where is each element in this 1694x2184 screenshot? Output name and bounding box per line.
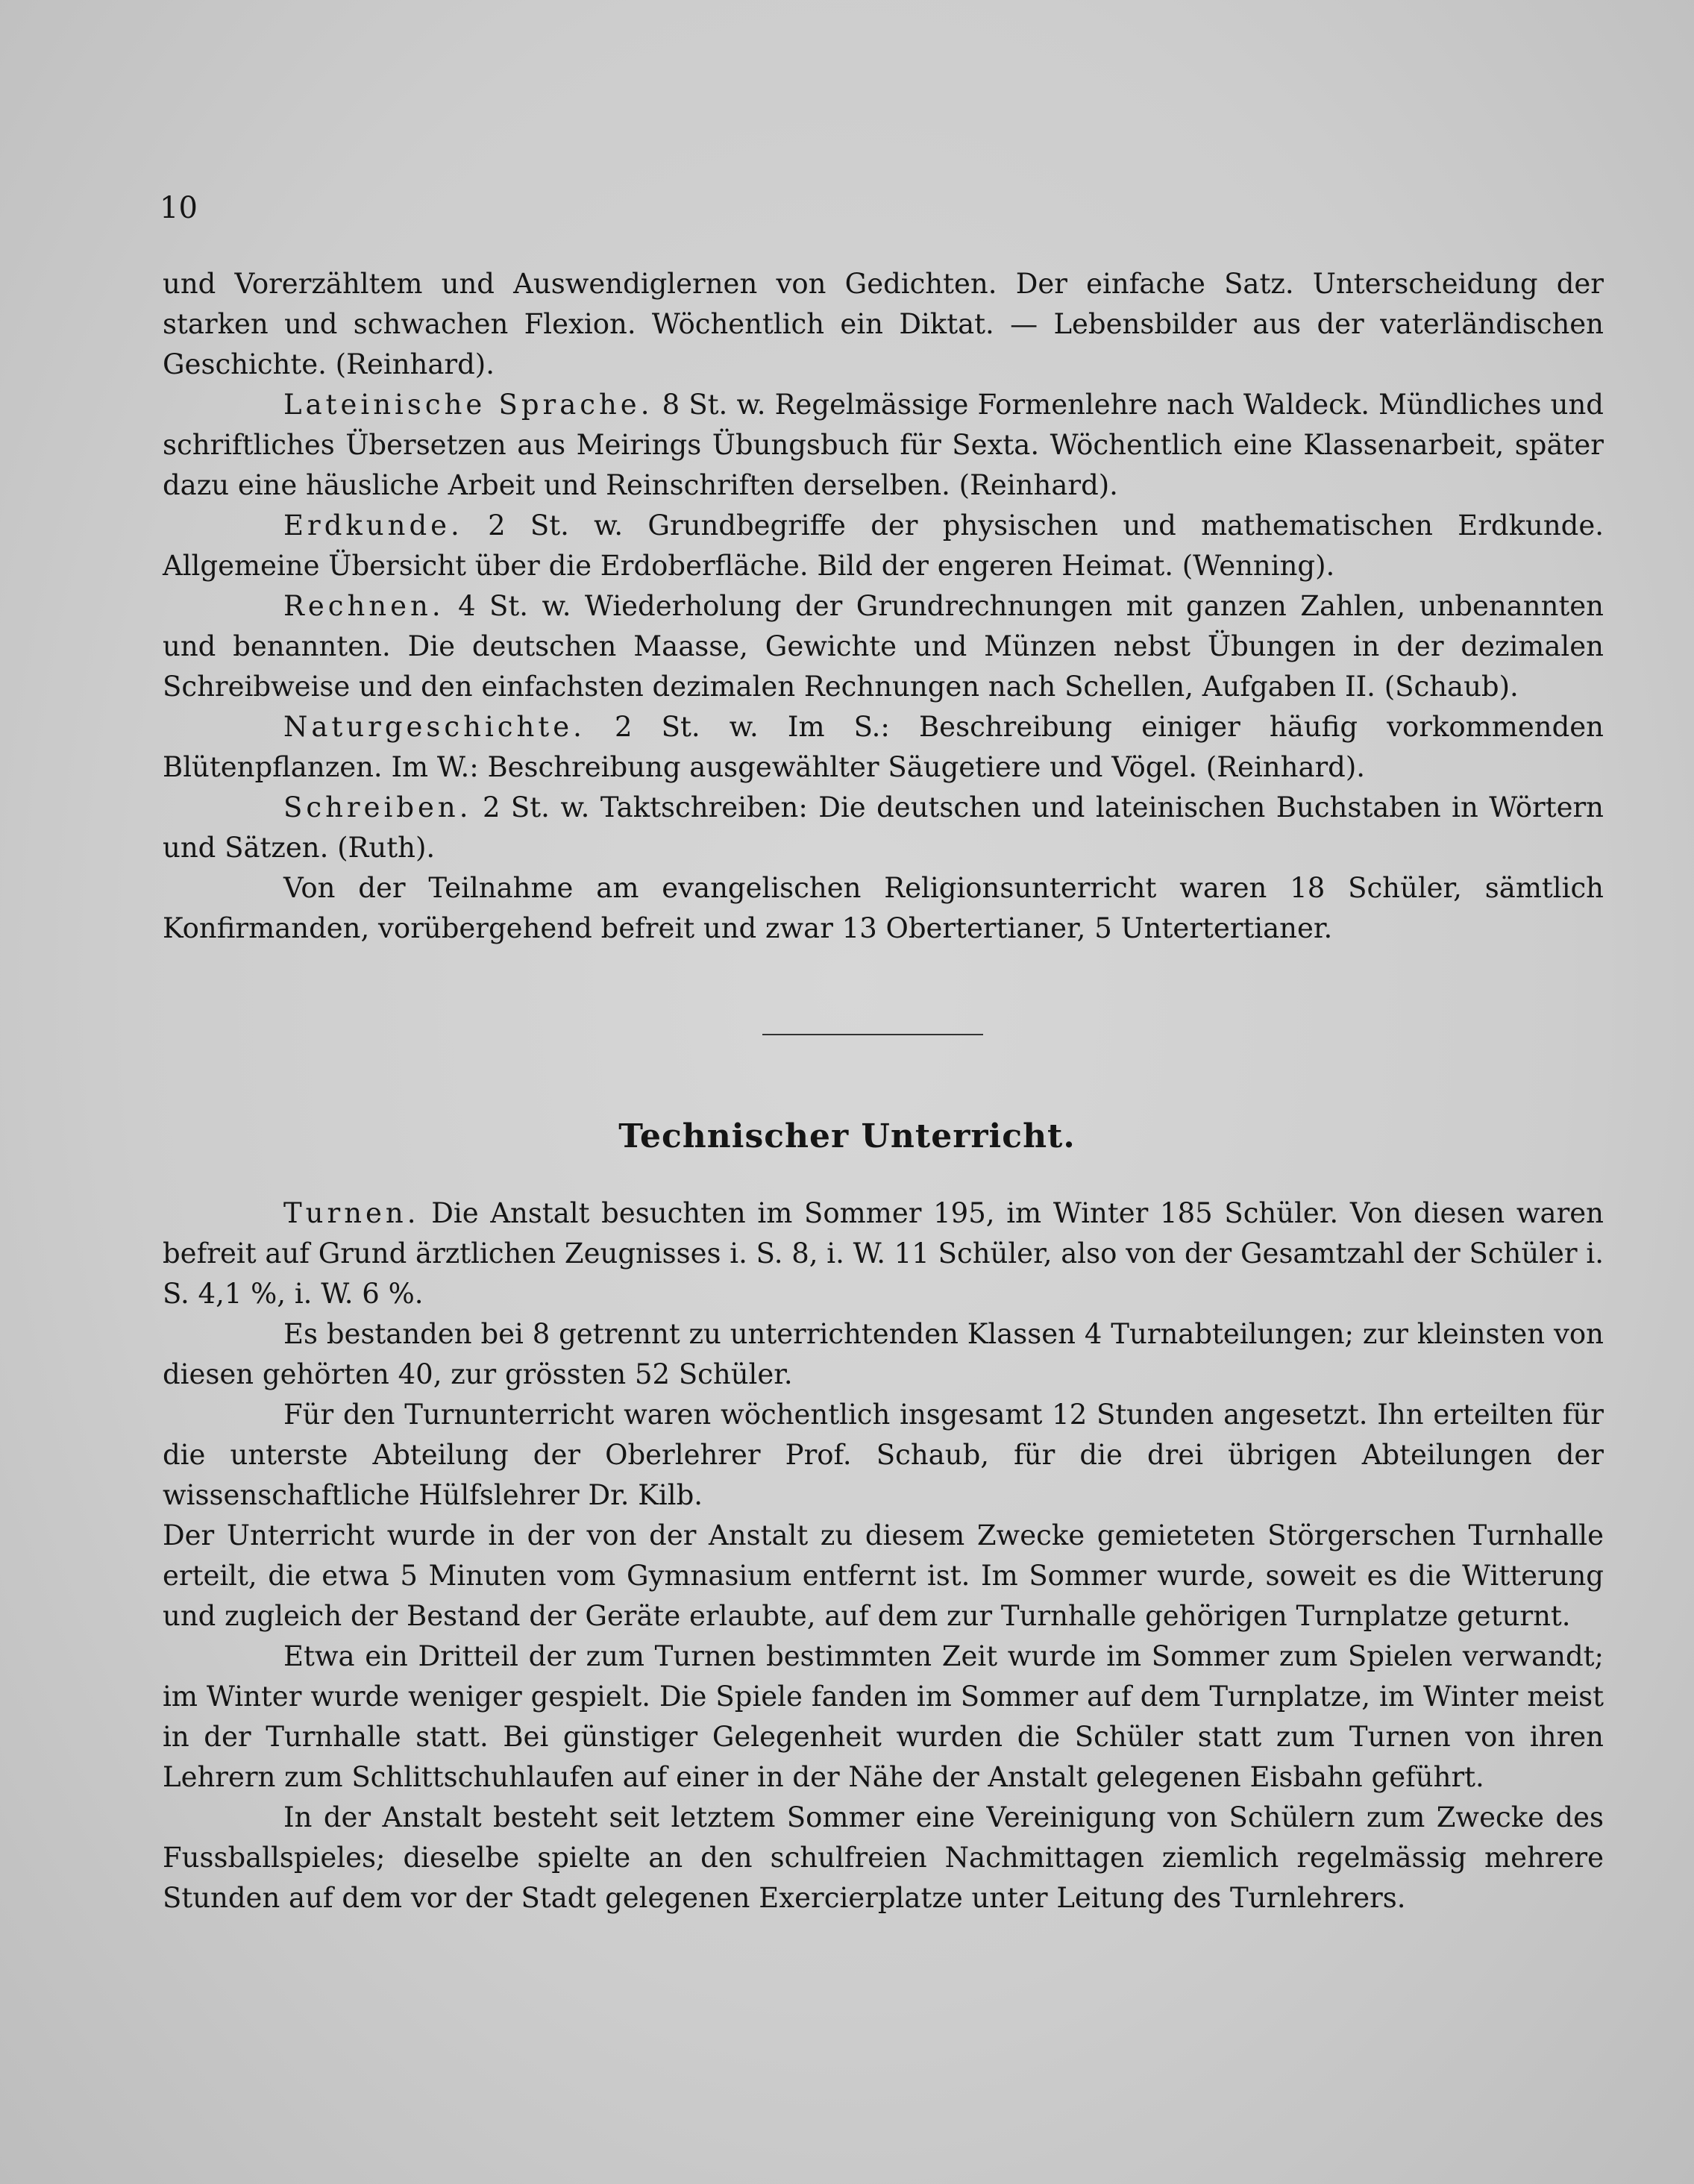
paragraph-lateinische-sprache bbox=[163, 385, 1604, 506]
section-divider bbox=[762, 1034, 983, 1035]
subject-label: Naturgeschichte. bbox=[283, 711, 586, 743]
paragraph-spiele bbox=[163, 1637, 1604, 1798]
paragraph-fussball bbox=[163, 1798, 1604, 1918]
paragraph-text: Der Unterricht wurde in der von der Anstalt zu diesem Zwecke gemieteten Störgerschen Turnhalle erteilt, die etwa 5 Minuten vom Gymnasium entfernt ist. Im Sommer wurde, soweit es die Witterung und zugleich der Bestand der Geräte erlaubte, auf dem zur Turnhalle gehörigen Turnplatze geturnt. bbox=[163, 1519, 1604, 1632]
paragraph-text: und Vorerzähltem und Auswendiglernen von Gedichten. Der einfache Satz. Unterscheidung der starken und schwachen Flexion. Wöchentlich ein Diktat. — Lebensbilder aus der vaterländischen Geschichte. (Reinhard). bbox=[163, 268, 1604, 380]
paragraph-text: Es bestanden bei 8 getrennt zu unterrichtenden Klassen 4 Turnabteilungen; zur kleinsten von diesen gehörten 40, zur grössten 52 Schüler. bbox=[163, 1318, 1604, 1390]
subject-label: Turnen. bbox=[283, 1197, 420, 1229]
subject-label: Schreiben. bbox=[283, 791, 472, 823]
paragraph-rechnen bbox=[163, 586, 1604, 707]
paragraph-text: 2 St. w. Im S.: Beschreibung einiger häufig vorkommenden Blütenpflanzen. Im W.: Beschreibung ausgewählter Säugetiere und Vögel. (Reinhard). bbox=[163, 711, 1604, 783]
upper-text-block bbox=[163, 264, 1604, 949]
paragraph-latin-intro bbox=[163, 264, 1604, 385]
paragraph-text: Die Anstalt besuchten im Sommer 195, im Winter 185 Schüler. Von diesen waren befreit auf Grund ärztlichen Zeugnisses i. S. 8, i. W. 11 Schüler, also von der Gesamtzahl der Schüler i. S. 4,1 %, i. W. 6 %. bbox=[163, 1197, 1604, 1310]
paragraph-text: Etwa ein Dritteil der zum Turnen bestimmten Zeit wurde im Sommer zum Spielen verwandt; im Winter wurde weniger gespielt. Die Spiele fanden im Sommer auf dem Turnplatze, im Winter meist in der Turnhalle statt. Bei günstiger Gelegenheit wurden die Schüler statt zum Turnen von ihren Lehrern zum Schlittschuhlaufen auf einer in der Nähe der Anstalt gelegenen Eisbahn geführt. bbox=[163, 1640, 1604, 1793]
paragraph-text: Von der Teilnahme am evangelischen Religionsunterricht waren 18 Schüler, sämtlich Konfirmanden, vorübergehend befreit und zwar 13 Obertertianer, 5 Untertertianer. bbox=[163, 872, 1604, 944]
subject-label: Erdkunde. bbox=[283, 509, 463, 542]
paragraph-text: Für den Turnunterricht waren wöchentlich insgesamt 12 Stunden angesetzt. Ihn erteilten für die unterste Abteilung der Oberlehrer Prof. Schaub, für die drei übrigen Abteilungen der wissenschaftliche Hülfslehrer Dr. Kilb. bbox=[163, 1399, 1604, 1511]
section-title: Technischer Unterricht. bbox=[618, 1117, 1076, 1155]
lower-text-block bbox=[163, 1193, 1604, 1918]
paragraph-text: 8 St. w. Regelmässige Formenlehre nach Waldeck. Mündliches und schriftliches Übersetzen aus Meirings Übungsbuch für Sexta. Wöchentlich eine Klassenarbeit, später dazu eine häusliche Arbeit und Reinschriften derselben. (Reinhard). bbox=[163, 389, 1604, 501]
paragraph-turnhalle bbox=[163, 1516, 1604, 1637]
subject-label: Rechnen. bbox=[283, 590, 445, 622]
paragraph-naturgeschichte bbox=[163, 707, 1604, 788]
paragraph-text: 4 St. w. Wiederholung der Grundrechnungen mit ganzen Zahlen, unbenannten und benannten. Die deutschen Maasse, Gewichte und Münzen nebst Übungen in der dezimalen Schreibweise und den einfachsten dezimalen Rechnungen nach Schellen, Aufgaben II. (Schaub). bbox=[163, 590, 1604, 703]
paragraph-text: 2 St. w. Grundbegriffe der physischen und mathematischen Erdkunde. Allgemeine Übersicht über die Erdoberfläche. Bild der engeren Heimat. (Wenning). bbox=[163, 509, 1604, 582]
paragraph-religion-exemption bbox=[163, 868, 1604, 949]
subject-label: Lateinische Sprache. bbox=[283, 389, 653, 421]
paragraph-schreiben bbox=[163, 788, 1604, 868]
paragraph-turnunterricht-stunden bbox=[163, 1395, 1604, 1516]
paragraph-text: 2 St. w. Taktschreiben: Die deutschen und lateinischen Buchstaben in Wörtern und Sätzen. (Ruth). bbox=[163, 791, 1604, 864]
paragraph-turnen bbox=[163, 1193, 1604, 1314]
paragraph-turnabteilungen bbox=[163, 1314, 1604, 1395]
page-number: 10 bbox=[160, 191, 198, 225]
paragraph-text: In der Anstalt besteht seit letztem Sommer eine Vereinigung von Schülern zum Zwecke des Fussballspieles; dieselbe spielte an den schulfreien Nachmittagen ziemlich regelmässig mehrere Stunden auf dem vor der Stadt gelegenen Exercierplatze unter Leitung des Turnlehrers. bbox=[163, 1801, 1604, 1914]
paragraph-erdkunde bbox=[163, 506, 1604, 586]
